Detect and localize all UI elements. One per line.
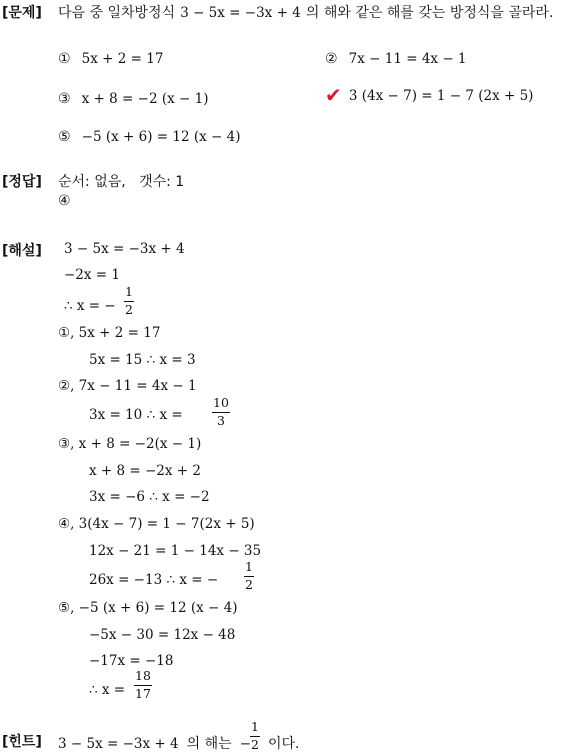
- stem-prefix: 다음 중 일차방정식: [58, 5, 176, 21]
- solution-c4-step2: 26x = −13 ∴ x = −: [89, 572, 219, 588]
- hint-line: [58, 733, 251, 753]
- choice-5-expr: −5 (x + 6) = 12 (x − 4): [81, 129, 241, 145]
- solution-intro-1: 3 − 5x = −3x + 4: [64, 241, 185, 257]
- answer-value: ④: [58, 193, 71, 209]
- solution-c2-head: ②, 7x − 11 = 4x − 1: [58, 378, 197, 394]
- choice-3[interactable]: [58, 88, 208, 107]
- solution-intro-result: ∴ x = −: [64, 298, 116, 314]
- hint-fraction: $\frac{1}{2}$: [251, 719, 259, 752]
- choice-3-expr: x + 8 = −2 (x − 1): [81, 91, 209, 107]
- answer-line: 순서: 없음, 갯수: 1: [58, 174, 185, 190]
- choice-2-marker: ②: [325, 51, 338, 67]
- choice-5-marker: ⑤: [58, 129, 71, 145]
- fraction-eighteen-seventeenths: $\frac{18}{17}$: [135, 668, 151, 701]
- choice-5[interactable]: [58, 126, 240, 145]
- solution-c1-step: 5x = 15 ∴ x = 3: [89, 352, 196, 368]
- fraction-half: $\frac{1}{2}$: [125, 284, 133, 317]
- choice-1[interactable]: [58, 48, 163, 67]
- choice-2[interactable]: [325, 48, 467, 67]
- solution-label: [해설]: [2, 243, 42, 259]
- choice-1-expr: 5x + 2 = 17: [81, 51, 164, 67]
- choice-1-marker: ①: [58, 51, 71, 67]
- hint-label: [힌트]: [2, 734, 42, 750]
- hint-sign: −: [239, 736, 252, 752]
- solution-c5-step3: ∴ x =: [89, 682, 126, 698]
- solution-c4-step1: 12x − 21 = 1 − 14x − 35: [89, 543, 262, 559]
- solution-c3-head: ③, x + 8 = −2(x − 1): [58, 436, 202, 452]
- stem-equation: 3 − 5x = −3x + 4: [180, 5, 301, 21]
- choice-2-expr: 7x − 11 = 4x − 1: [348, 51, 467, 67]
- solution-c2-step: 3x = 10 ∴ x =: [89, 407, 183, 423]
- solution-c3-step1: x + 8 = −2x + 2: [89, 463, 201, 479]
- fraction-ten-thirds: $\frac{10}{3}$: [213, 395, 229, 428]
- checkmark-icon: ✔: [325, 83, 342, 107]
- problem-label: [문제]: [2, 5, 42, 21]
- solution-intro-2: −2x = 1: [64, 267, 120, 283]
- hint-suffix: 이다.: [268, 736, 300, 752]
- hint-middle: 의 해는: [186, 736, 232, 752]
- choice-4-expr: 3 (4x − 7) = 1 − 7 (2x + 5): [348, 88, 534, 104]
- solution-c5-head: ⑤, −5 (x + 6) = 12 (x − 4): [58, 600, 238, 616]
- problem-stem: [58, 2, 553, 22]
- solution-c5-step1: −5x − 30 = 12x − 48: [89, 627, 236, 643]
- fraction-half-2: $\frac{1}{2}$: [245, 559, 253, 592]
- solution-c4-head: ④, 3(4x − 7) = 1 − 7(2x + 5): [58, 516, 255, 532]
- choice-3-marker: ③: [58, 91, 71, 107]
- hint-equation: 3 − 5x = −3x + 4: [58, 736, 179, 752]
- solution-c5-step2: −17x = −18: [89, 653, 174, 669]
- solution-c3-step2: 3x = −6 ∴ x = −2: [89, 489, 210, 505]
- choice-4[interactable]: [325, 85, 533, 106]
- stem-suffix: 의 해와 같은 해를 갖는 방정식을 골라라.: [305, 5, 554, 21]
- answer-label: [정답]: [2, 174, 42, 190]
- solution-c1-head: ①, 5x + 2 = 17: [58, 325, 161, 341]
